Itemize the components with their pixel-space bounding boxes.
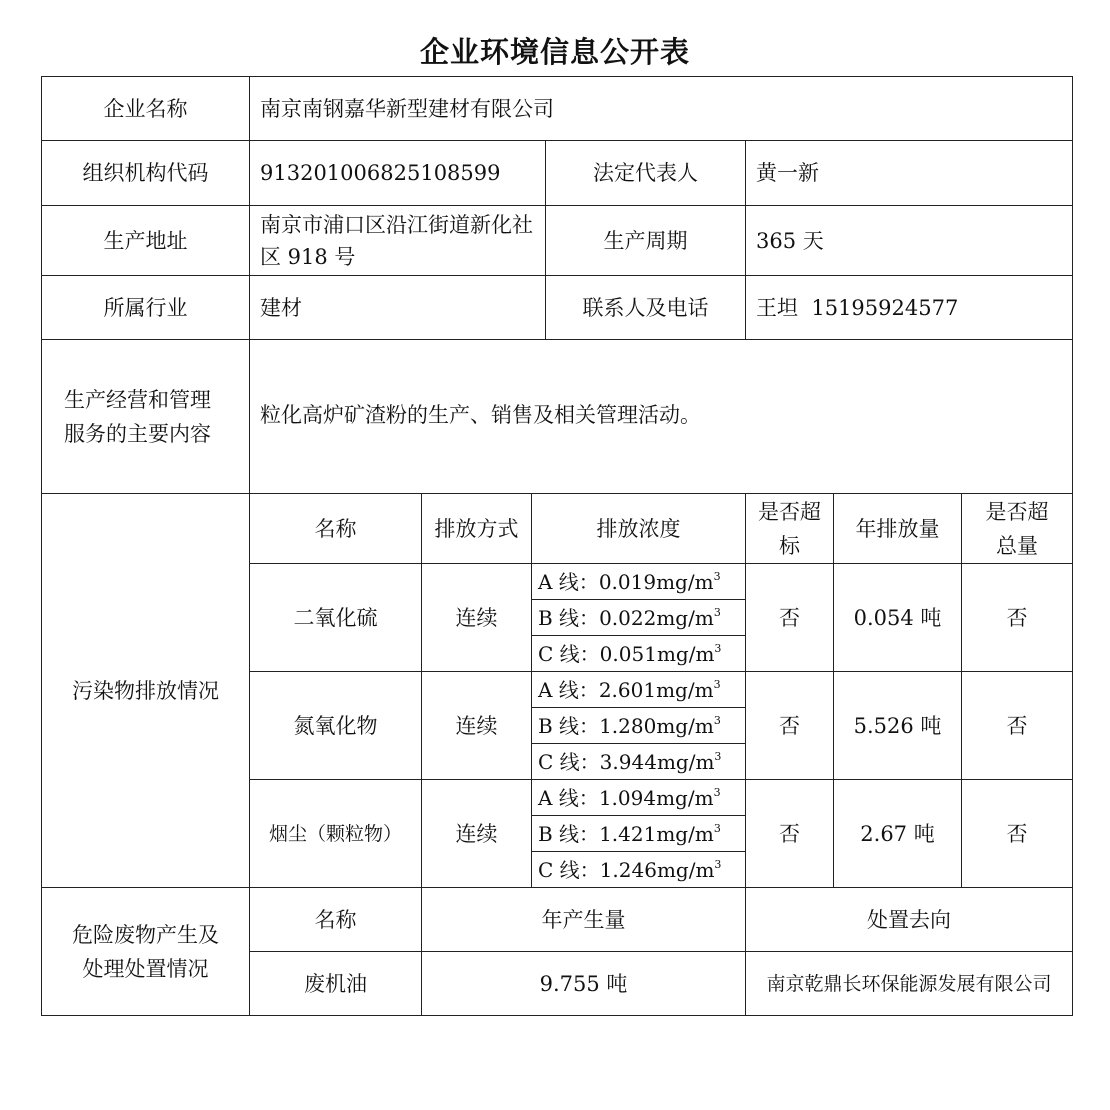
pollutant-header-concentration: 排放浓度 [532,494,746,564]
concentration-line-b: B 线：$1.280mg/m^3$ [532,708,746,744]
business-label: 生产经营和管理服务的主要内容 [42,340,250,494]
hazardous-header-annual: 年产生量 [422,888,746,952]
pollutant-exceed: 否 [746,672,834,780]
business-value: 粒化高炉矿渣粉的生产、销售及相关管理活动。 [250,340,1073,494]
hazardous-name: 废机油 [250,952,422,1016]
industry-row [42,276,1073,340]
hazardous-header-name: 名称 [250,888,422,952]
org-code-value: 913201006825108599 [250,141,546,206]
pollutant-header-exceed: 是否超标 [746,494,834,564]
org-code-row [42,141,1073,206]
pollutant-exceed: 否 [746,780,834,888]
concentration-line-c: C 线：$0.051mg/m^3$ [532,636,746,672]
org-code-label: 组织机构代码 [42,141,250,206]
concentration-line-b: B 线：$0.022mg/m^3$ [532,600,746,636]
industry-label: 所属行业 [42,276,250,340]
industry-value: 建材 [250,276,546,340]
concentration-line-c: C 线：$1.246mg/m^3$ [532,852,746,888]
pollutant-exceed-total: 否 [962,672,1073,780]
pollutant-exceed: 否 [746,564,834,672]
page-title: 企业环境信息公开表 [419,35,690,69]
concentration-line-b: B 线：$1.421mg/m^3$ [532,816,746,852]
legal-rep-label: 法定代表人 [546,141,746,206]
environment-info-table [41,76,1073,1016]
hazardous-annual: 9.755 吨 [422,952,746,1016]
period-value: 365 天 [746,206,1073,276]
pollutant-annual: 5.526 吨 [834,672,962,780]
pollutant-annual: 2.67 吨 [834,780,962,888]
pollutant-name: 二氧化硫 [250,564,422,672]
address-label: 生产地址 [42,206,250,276]
address-row [42,206,1073,276]
pollutant-name: 氮氧化物 [250,672,422,780]
hazardous-header-row [42,888,1073,952]
hazardous-section-label: 危险废物产生及处理处置情况 [42,888,250,1016]
company-name-row [42,77,1073,141]
pollutant-header-annual: 年排放量 [834,494,962,564]
company-name-label: 企业名称 [42,77,250,141]
pollutant-header-row [42,494,1073,564]
period-label: 生产周期 [546,206,746,276]
concentration-line-a: A 线：$1.094mg/m^3$ [532,780,746,816]
address-value: 南京市浦口区沿江街道新化社区 918 号 [250,206,546,276]
concentration-line-a: A 线：$2.601mg/m^3$ [532,672,746,708]
pollutant-section-label: 污染物排放情况 [42,494,250,888]
pollutant-exceed-total: 否 [962,780,1073,888]
pollutant-header-name: 名称 [250,494,422,564]
contact-value: 王坦 15195924577 [746,276,1073,340]
pollutant-header-exceed-total: 是否超总量 [962,494,1073,564]
concentration-line-c: C 线：$3.944mg/m^3$ [532,744,746,780]
hazardous-disposal: 南京乾鼎长环保能源发展有限公司 [746,952,1073,1016]
pollutant-method: 连续 [422,780,532,888]
pollutant-method: 连续 [422,564,532,672]
hazardous-header-disposal: 处置去向 [746,888,1073,952]
pollutant-annual: 0.054 吨 [834,564,962,672]
pollutant-name: 烟尘（颗粒物） [250,780,422,888]
pollutant-method: 连续 [422,672,532,780]
business-row [42,340,1073,494]
contact-label: 联系人及电话 [546,276,746,340]
legal-rep-value: 黄一新 [746,141,1073,206]
pollutant-header-method: 排放方式 [422,494,532,564]
company-name-value: 南京南钢嘉华新型建材有限公司 [250,77,1073,141]
concentration-line-a: A 线：$0.019mg/m^3$ [532,564,746,600]
pollutant-exceed-total: 否 [962,564,1073,672]
